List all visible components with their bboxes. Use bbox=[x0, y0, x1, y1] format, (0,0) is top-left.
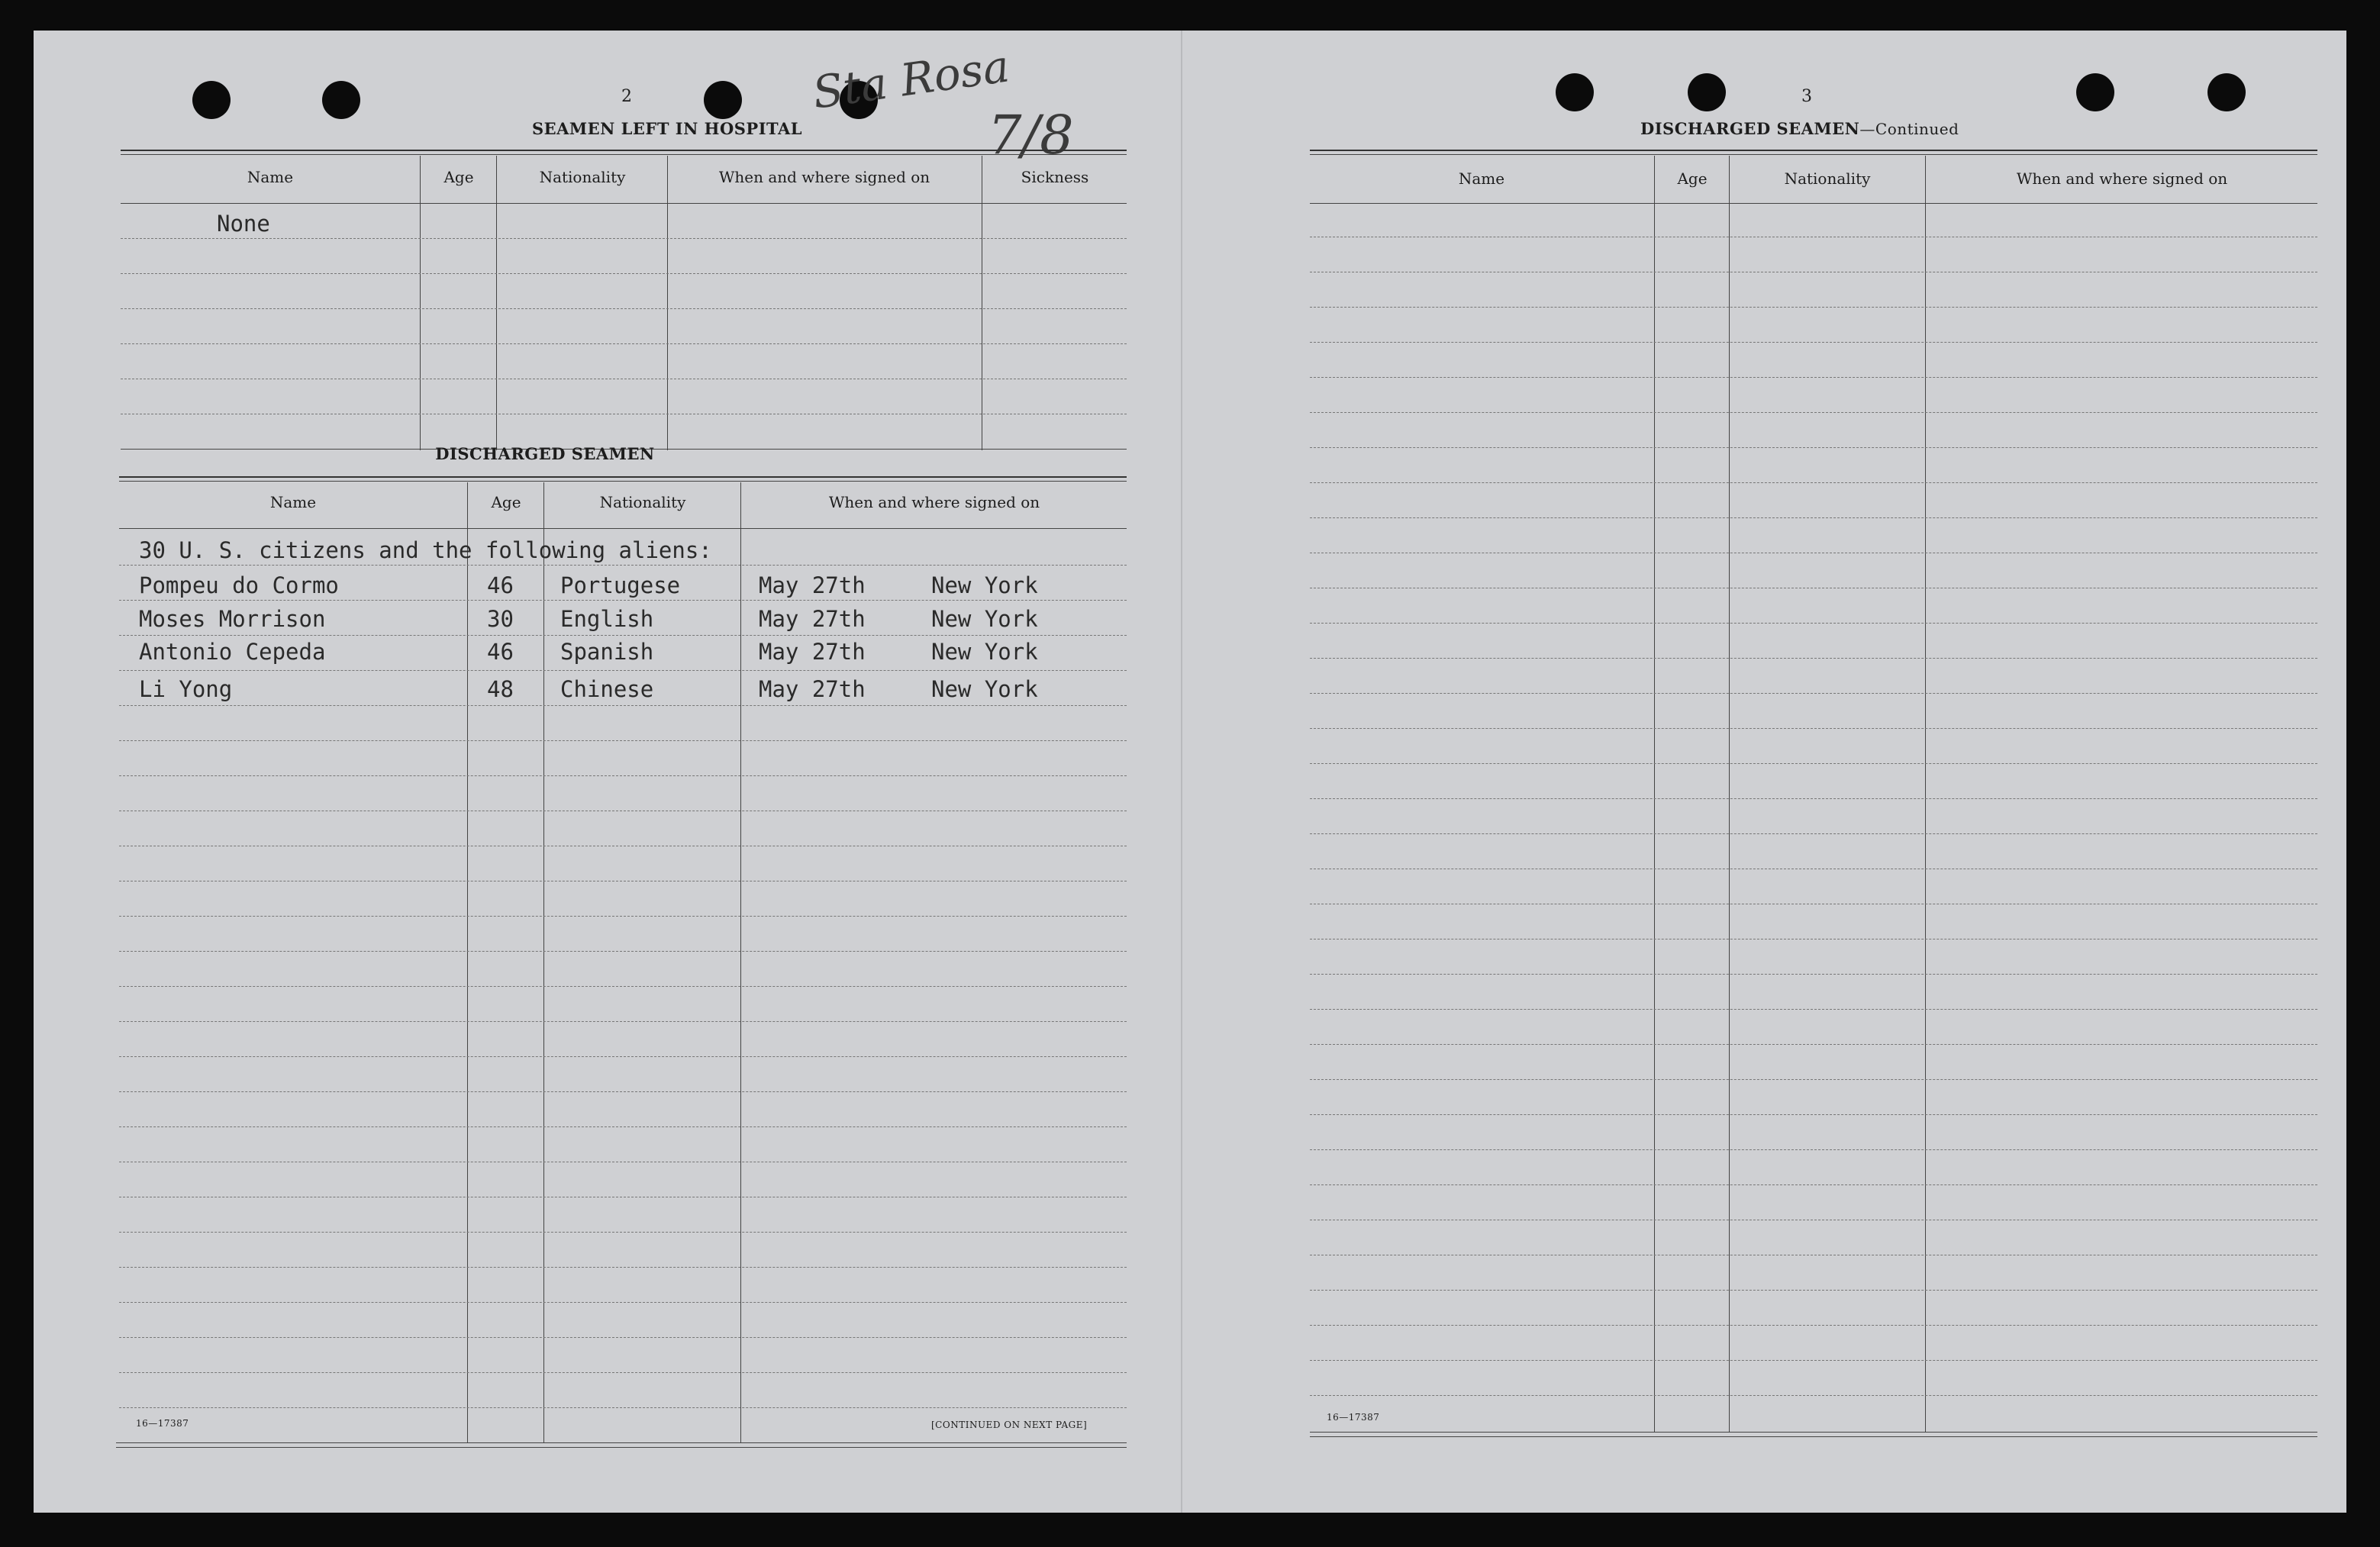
seaman-age: 30 bbox=[487, 606, 514, 632]
seaman-name: Li Yong bbox=[139, 676, 233, 702]
continued-suffix: —Continued bbox=[1859, 120, 1959, 138]
col-header-age: Age bbox=[1677, 169, 1708, 188]
row-line bbox=[119, 1407, 1127, 1408]
col-header-name: Name bbox=[269, 493, 317, 511]
column-divider bbox=[496, 156, 497, 450]
row-line bbox=[119, 1126, 1127, 1127]
column-divider bbox=[467, 482, 468, 1442]
column-divider bbox=[420, 156, 421, 450]
row-line bbox=[1310, 693, 2317, 694]
row-line bbox=[121, 238, 1127, 239]
seaman-age: 46 bbox=[487, 639, 514, 665]
seaman-nationality: Chinese bbox=[560, 676, 654, 702]
page-fold bbox=[1181, 31, 1182, 1513]
handwritten-date: 7/8 bbox=[988, 104, 1074, 166]
row-line bbox=[119, 775, 1127, 776]
punch-hole bbox=[704, 81, 742, 119]
row-line bbox=[1310, 342, 2317, 343]
col-header-signed-on: When and where signed on bbox=[718, 168, 930, 186]
col-header-name: Name bbox=[247, 168, 294, 186]
hospital-none-entry: None bbox=[217, 211, 270, 237]
seaman-name: Moses Morrison bbox=[139, 606, 326, 632]
row-line bbox=[119, 1337, 1127, 1338]
col-header-nationality: Nationality bbox=[599, 493, 686, 511]
seaman-age: 48 bbox=[487, 676, 514, 702]
row-line bbox=[119, 1267, 1127, 1268]
row-line bbox=[1310, 833, 2317, 834]
rule bbox=[1310, 1436, 2317, 1437]
manifest-sheet bbox=[34, 31, 2346, 1513]
rule bbox=[119, 528, 1127, 529]
row-line bbox=[1310, 482, 2317, 483]
rule bbox=[116, 1447, 1127, 1448]
column-divider bbox=[667, 156, 668, 450]
signed-on-date: May 27th bbox=[759, 676, 866, 702]
col-header-age: Age bbox=[443, 168, 474, 186]
rule bbox=[121, 150, 1127, 151]
handwritten-ship-name: Sta Rosa bbox=[809, 40, 1013, 119]
seaman-age: 46 bbox=[487, 572, 514, 598]
column-divider bbox=[1654, 156, 1655, 1432]
rule bbox=[1310, 150, 2317, 151]
row-line bbox=[119, 740, 1127, 741]
row-line bbox=[119, 1372, 1127, 1373]
row-line bbox=[1310, 658, 2317, 659]
row-line bbox=[1310, 1044, 2317, 1045]
seaman-nationality: Spanish bbox=[560, 639, 654, 665]
hospital-section-title: SEAMEN LEFT IN HOSPITAL bbox=[531, 119, 803, 138]
form-number: 16—17387 bbox=[136, 1418, 189, 1429]
signed-on-place: New York bbox=[931, 606, 1038, 632]
row-line bbox=[1310, 1079, 2317, 1080]
column-divider bbox=[1729, 156, 1730, 1432]
rule bbox=[121, 154, 1127, 155]
col-header-nationality: Nationality bbox=[1784, 169, 1871, 188]
signed-on-date: May 27th bbox=[759, 639, 866, 665]
punch-hole bbox=[192, 81, 231, 119]
row-line bbox=[1310, 974, 2317, 975]
section-title-text: DISCHARGED SEAMEN bbox=[1640, 119, 1860, 138]
col-header-age: Age bbox=[491, 493, 521, 511]
row-line bbox=[119, 600, 1127, 601]
seaman-name: Pompeu do Cormo bbox=[139, 572, 339, 598]
discharged-section-title: DISCHARGED SEAMEN bbox=[435, 444, 655, 463]
row-line bbox=[121, 308, 1127, 309]
row-line bbox=[1310, 1325, 2317, 1326]
punch-hole bbox=[322, 81, 360, 119]
column-divider bbox=[740, 482, 741, 1442]
row-line bbox=[121, 343, 1127, 344]
seaman-name: Antonio Cepeda bbox=[139, 639, 326, 665]
rule bbox=[1310, 1432, 2317, 1433]
col-header-sickness: Sickness bbox=[1021, 168, 1089, 186]
signed-on-date: May 27th bbox=[759, 606, 866, 632]
row-line bbox=[1310, 623, 2317, 624]
rule bbox=[116, 1442, 1127, 1443]
form-number: 16—17387 bbox=[1327, 1412, 1380, 1423]
row-line bbox=[1310, 307, 2317, 308]
row-line bbox=[119, 986, 1127, 987]
row-line bbox=[1310, 728, 2317, 729]
punch-hole bbox=[2207, 73, 2246, 111]
discharged-intro-text: 30 U. S. citizens and the following aliens: bbox=[139, 537, 712, 563]
rule bbox=[1310, 203, 2317, 204]
col-header-name: Name bbox=[1458, 169, 1505, 188]
punch-hole bbox=[1688, 73, 1726, 111]
continued-note: [CONTINUED ON NEXT PAGE] bbox=[931, 1420, 1088, 1430]
row-line bbox=[119, 705, 1127, 706]
seaman-nationality: English bbox=[560, 606, 654, 632]
row-line bbox=[119, 1302, 1127, 1303]
row-line bbox=[119, 1232, 1127, 1233]
seaman-nationality: Portugese bbox=[560, 572, 681, 598]
rule bbox=[119, 481, 1127, 482]
row-line bbox=[1310, 517, 2317, 518]
rule bbox=[119, 476, 1127, 478]
row-line bbox=[119, 916, 1127, 917]
row-line bbox=[1310, 763, 2317, 764]
row-line bbox=[119, 1021, 1127, 1022]
row-line bbox=[119, 1091, 1127, 1092]
row-line bbox=[1310, 798, 2317, 799]
signed-on-place: New York bbox=[931, 639, 1038, 665]
discharged-continued-title bbox=[1640, 119, 2068, 138]
row-line bbox=[1310, 447, 2317, 448]
row-line bbox=[119, 635, 1127, 636]
row-line bbox=[1310, 1114, 2317, 1115]
col-header-signed-on: When and where signed on bbox=[828, 493, 1040, 511]
row-line bbox=[1310, 1290, 2317, 1291]
page-number: 2 bbox=[621, 87, 632, 106]
rule bbox=[121, 203, 1127, 204]
column-divider bbox=[1925, 156, 1926, 1432]
right-page bbox=[1190, 31, 2346, 1513]
row-line bbox=[1310, 1009, 2317, 1010]
row-line bbox=[1310, 412, 2317, 413]
row-line bbox=[119, 951, 1127, 952]
signed-on-date: May 27th bbox=[759, 572, 866, 598]
row-line bbox=[1310, 1360, 2317, 1361]
row-line bbox=[1310, 1149, 2317, 1150]
row-line bbox=[1310, 1395, 2317, 1396]
punch-hole bbox=[1556, 73, 1594, 111]
signed-on-place: New York bbox=[931, 572, 1038, 598]
row-line bbox=[121, 273, 1127, 274]
row-line bbox=[119, 670, 1127, 671]
row-line bbox=[119, 1056, 1127, 1057]
page-number: 3 bbox=[1801, 87, 1812, 106]
row-line bbox=[119, 565, 1127, 566]
punch-hole bbox=[2076, 73, 2114, 111]
column-divider bbox=[543, 482, 544, 1442]
col-header-signed-on: When and where signed on bbox=[2016, 169, 2228, 188]
rule bbox=[1310, 154, 2317, 155]
row-line bbox=[1310, 1184, 2317, 1185]
row-line bbox=[1310, 377, 2317, 378]
col-header-nationality: Nationality bbox=[539, 168, 626, 186]
signed-on-place: New York bbox=[931, 676, 1038, 702]
left-page bbox=[34, 31, 1179, 1513]
